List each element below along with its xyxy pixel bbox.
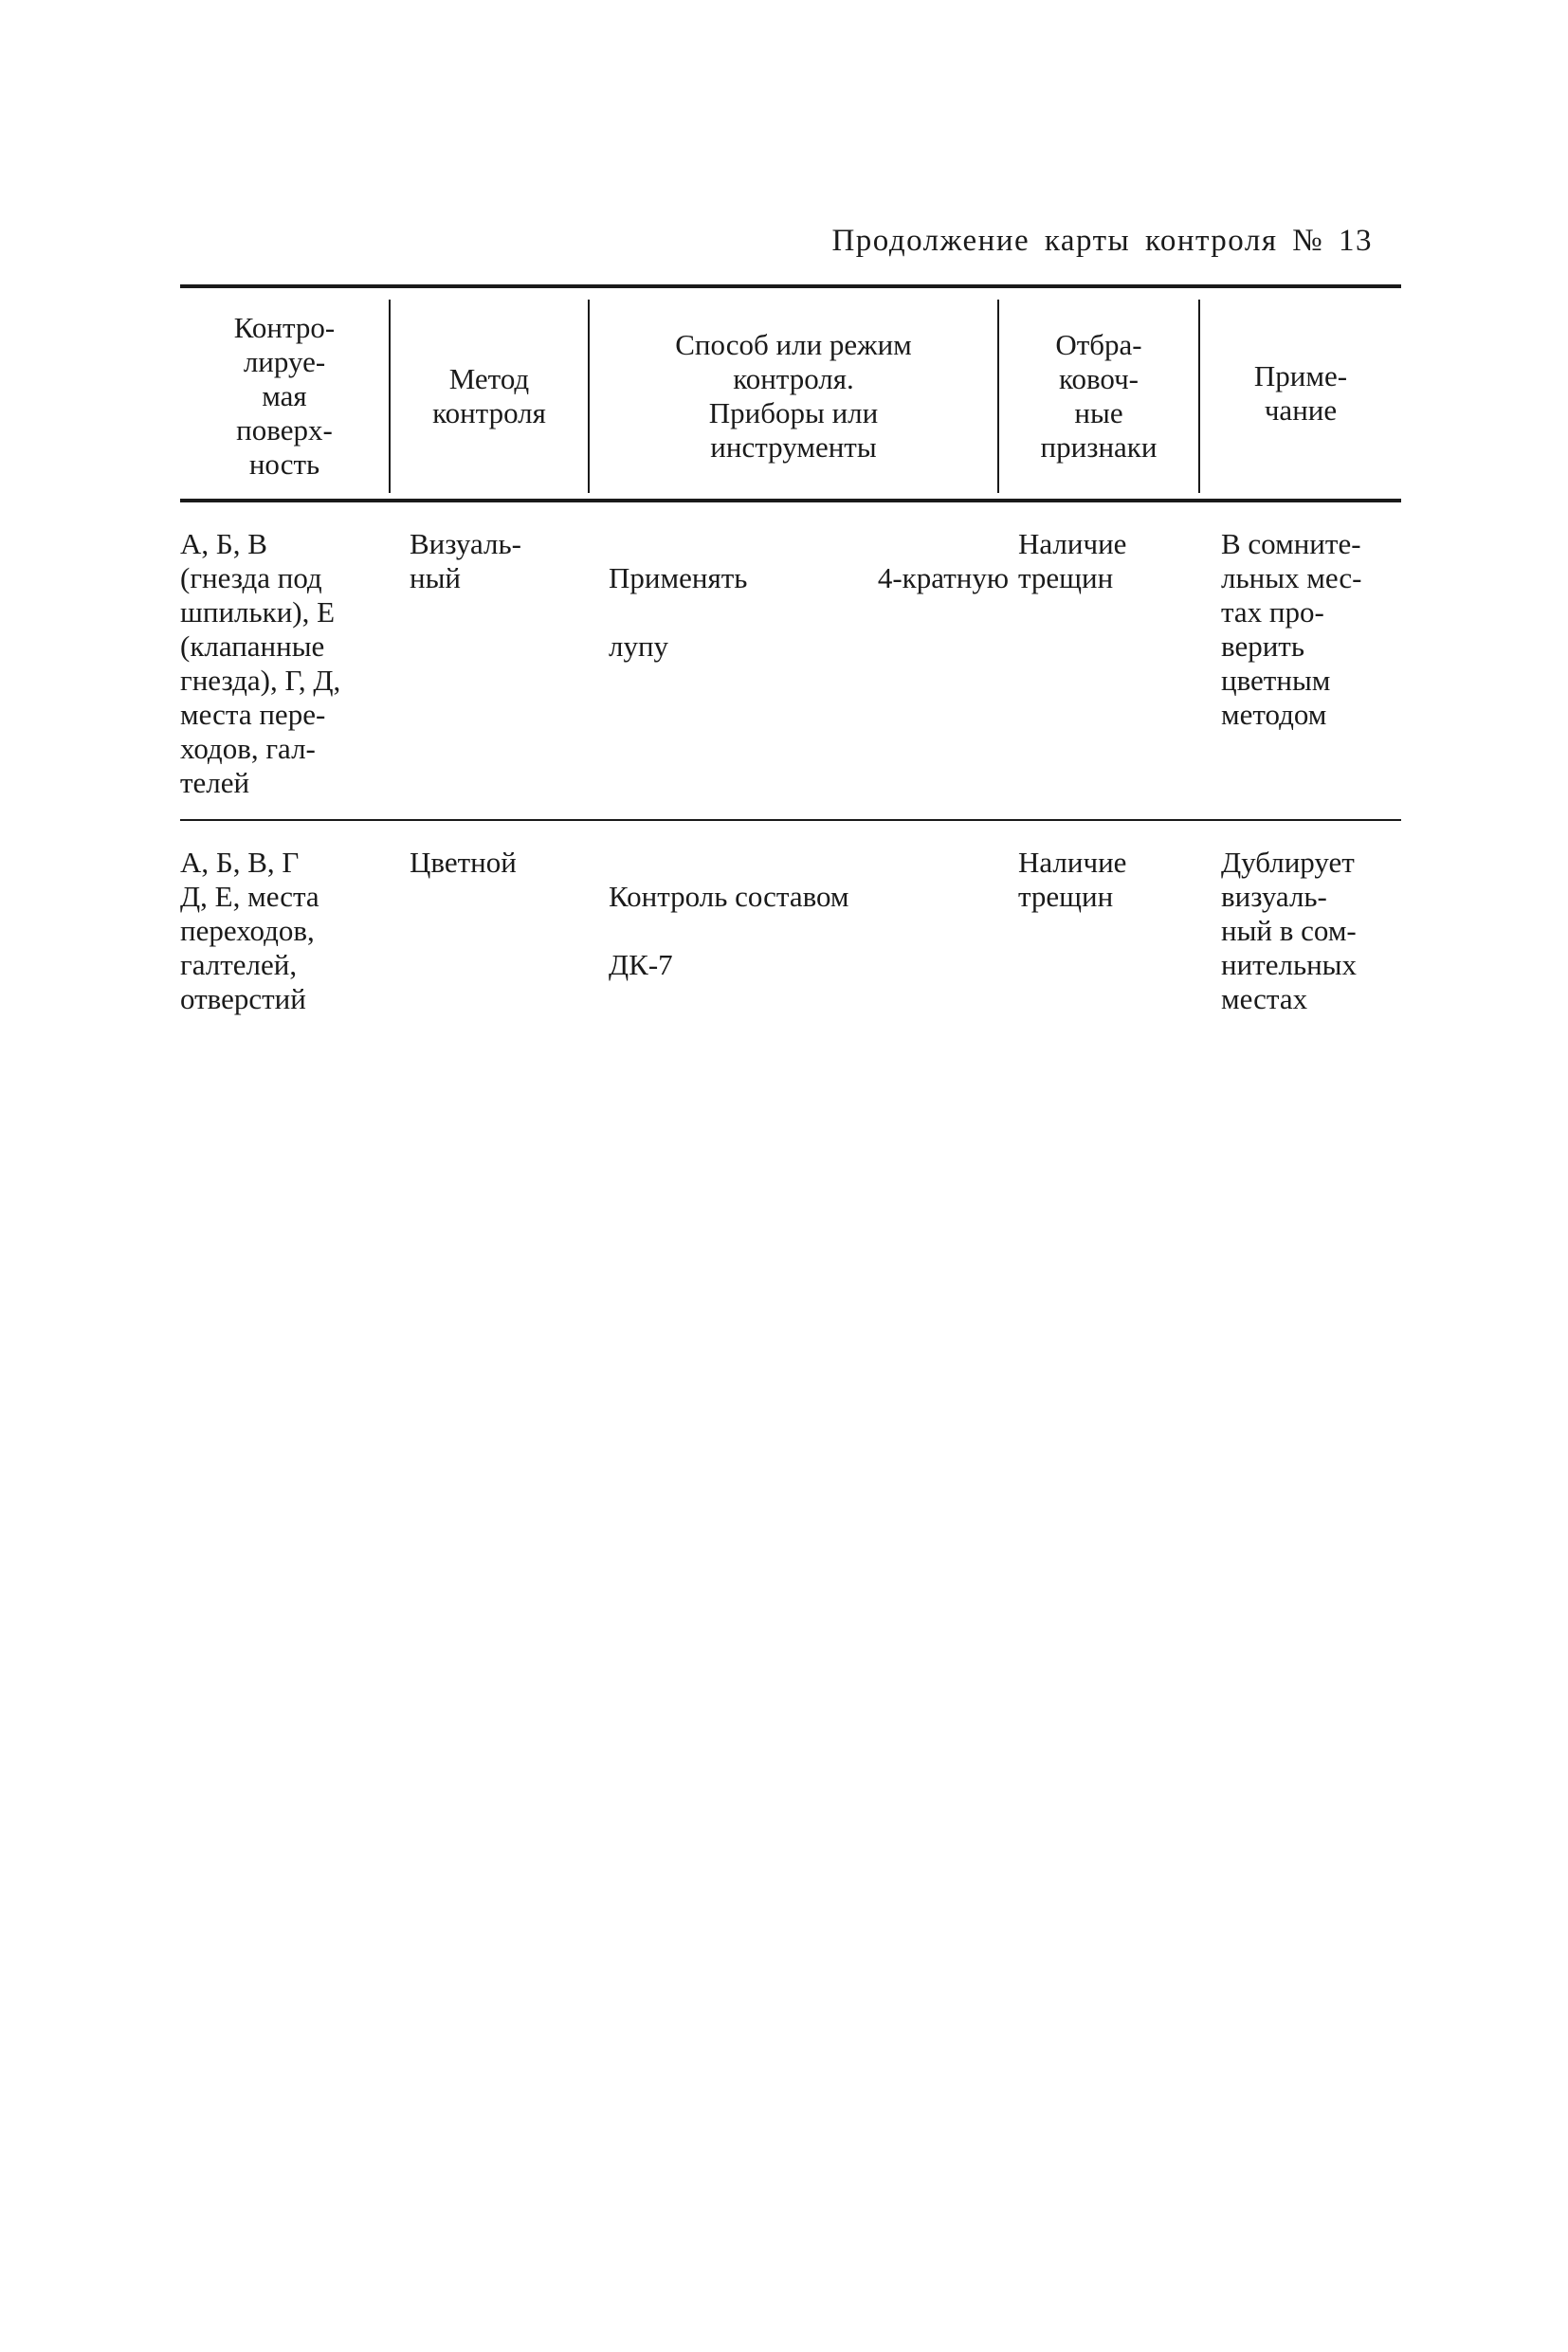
cell-mode: Применять 4-кратную лупу (609, 561, 1009, 663)
header-note: Приме- чание (1253, 359, 1348, 427)
cell-mode: Контроль составом ДК-7 (609, 846, 1018, 1016)
table-row (180, 502, 1401, 819)
cell-reject: Наличие трещин (1018, 527, 1127, 594)
cell-note: Дублирует визуаль- ный в сом- нительных местах (1221, 846, 1358, 1015)
table-row (180, 821, 1401, 1035)
cell-reject: Наличие трещин (1018, 846, 1127, 913)
table-caption: Продолжение карты контроля № 13 (831, 224, 1373, 258)
cell-mode-line: Контроль составом (609, 880, 849, 913)
cell-note: В сомните- льных мес- тах про- верить цветным методом (1221, 527, 1362, 731)
header-method: Метод контроля (391, 300, 590, 493)
header-surface: Контро- лируе- мая поверх- ность (180, 300, 391, 493)
cell-method: Визуаль- ный (410, 527, 521, 594)
table-header-row (180, 288, 1401, 499)
header-reject: Отбра- ковоч- ные признаки (999, 300, 1200, 493)
cell-method: Цветной (410, 846, 517, 879)
control-table (180, 284, 1401, 1035)
cell-mode-line: Применять 4-кратную (609, 561, 1009, 594)
cell-surface: А, Б, В (гнезда под шпильки), Е (клапанные гнезда), Г, Д, места пере- ходов, гал- телей (180, 527, 341, 799)
header-mode: Способ или режим контроля. Приборы или инструменты (590, 300, 999, 493)
cell-surface: А, Б, В, Г Д, Е, места переходов, галтелей, отверстий (180, 846, 319, 1015)
